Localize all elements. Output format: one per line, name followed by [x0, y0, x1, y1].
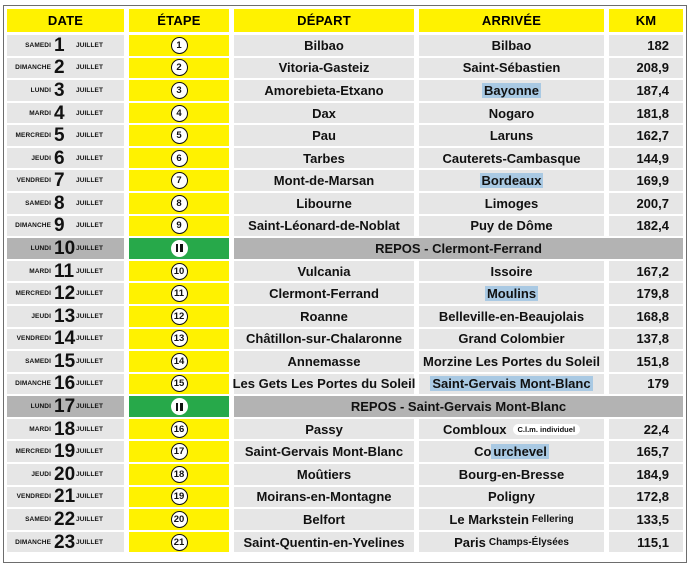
header-date: DATE [7, 9, 124, 32]
date-cell [7, 238, 124, 261]
month: JUILLET [76, 425, 104, 433]
month: JUILLET [76, 244, 104, 252]
arrivee-city: Le Markstein [449, 511, 529, 527]
weekday: JEUDI [31, 154, 51, 162]
arrivee-city: Grand Colombier [458, 331, 565, 347]
day-number: 18 [54, 418, 76, 440]
date-cell [7, 58, 124, 81]
stage-number-circle: 13 [171, 330, 188, 347]
arrivee-cell [419, 283, 604, 306]
stage-number-circle: 15 [171, 375, 188, 392]
time-trial-badge: C.l.m. individuel [513, 424, 581, 435]
weekday: SAMEDI [25, 199, 51, 207]
stage-cell [129, 103, 229, 126]
stage-cell [129, 441, 229, 464]
stage-number-circle: 4 [171, 105, 188, 122]
stage-cell [129, 532, 229, 555]
depart-city: Saint-Gervais Mont-Blanc [234, 441, 414, 464]
rest-day-cell [129, 396, 229, 419]
weekday: SAMEDI [25, 357, 51, 365]
arrivee-sublabel: Champs-Élysées [488, 536, 569, 548]
stage-cell [129, 464, 229, 487]
day-number: 21 [54, 486, 76, 508]
arrivee-city: Bordeaux [481, 173, 542, 189]
depart-city: Vitoria-Gasteiz [234, 58, 414, 81]
day-number: 6 [54, 147, 65, 169]
month: JUILLET [76, 448, 104, 456]
month: JUILLET [76, 267, 104, 275]
stage-cell [129, 216, 229, 239]
day-number: 9 [54, 215, 65, 237]
date-cell [7, 306, 124, 329]
arrivee-cell [419, 329, 604, 352]
weekday: MARDI [29, 109, 51, 117]
date-cell [7, 193, 124, 216]
distance-km: 115,1 [609, 532, 683, 555]
weekday: VENDREDI [16, 493, 51, 501]
arrivee-cell [419, 125, 604, 148]
depart-city: Saint-Léonard-de-Noblat [234, 216, 414, 239]
weekday: SAMEDI [25, 41, 51, 49]
distance-km: 208,9 [609, 58, 683, 81]
arrivee-city: Paris [454, 534, 486, 550]
arrivee-cell [419, 509, 604, 532]
stage-cell [129, 170, 229, 193]
depart-city: Bilbao [234, 35, 414, 58]
depart-city: Mont-de-Marsan [234, 170, 414, 193]
stage-cell [129, 80, 229, 103]
date-cell [7, 261, 124, 284]
month: JUILLET [76, 290, 104, 298]
arrivee-city: Bourg-en-Bresse [458, 466, 565, 482]
day-number: 22 [54, 508, 76, 530]
day-number: 16 [54, 373, 76, 395]
arrivee-cell [419, 374, 604, 397]
month: JUILLET [76, 64, 104, 72]
depart-city: Pau [234, 125, 414, 148]
day-number: 10 [54, 237, 76, 259]
day-number: 17 [54, 396, 76, 418]
stage-number-circle: 14 [171, 353, 188, 370]
stage-cell [129, 261, 229, 284]
arrivee-city: Bayonne [484, 82, 539, 98]
day-number: 23 [54, 531, 76, 553]
arrivee-city: Limoges [484, 195, 539, 211]
month: JUILLET [76, 380, 104, 388]
stage-number-circle: 2 [171, 59, 188, 76]
date-cell [7, 532, 124, 555]
stage-number-circle: 8 [171, 195, 188, 212]
day-number: 7 [54, 170, 65, 192]
day-number: 19 [54, 441, 76, 463]
stage-cell [129, 148, 229, 171]
arrivee-city: Saint-Gervais Mont-Blanc [432, 376, 591, 392]
month: JUILLET [76, 132, 104, 140]
rest-pause-icon [171, 240, 188, 257]
arrivee-city: Nogaro [488, 105, 535, 121]
distance-km: 182 [609, 35, 683, 58]
weekday: DIMANCHE [15, 64, 51, 72]
distance-km: 151,8 [609, 351, 683, 374]
weekday: JEUDI [31, 470, 51, 478]
arrivee-city: Belleville-en-Beaujolais [438, 308, 585, 324]
weekday: DIMANCHE [15, 222, 51, 230]
weekday: VENDREDI [16, 335, 51, 343]
day-number: 5 [54, 125, 65, 147]
distance-km: 22,4 [609, 419, 683, 442]
distance-km: 165,7 [609, 441, 683, 464]
day-number: 20 [54, 463, 76, 485]
stage-cell [129, 58, 229, 81]
distance-km: 179,8 [609, 283, 683, 306]
arrivee-city: Puy de Dôme [470, 218, 553, 234]
depart-city: Dax [234, 103, 414, 126]
stage-cell [129, 193, 229, 216]
month: JUILLET [76, 312, 104, 320]
distance-km: 172,8 [609, 487, 683, 510]
distance-km: 182,4 [609, 216, 683, 239]
date-cell [7, 396, 124, 419]
month: JUILLET [76, 515, 104, 523]
date-cell [7, 419, 124, 442]
distance-km: 200,7 [609, 193, 683, 216]
day-number: 15 [54, 350, 76, 372]
stage-cell [129, 125, 229, 148]
arrivee-cell [419, 261, 604, 284]
weekday: MERCREDI [15, 132, 51, 140]
stage-number-circle: 21 [171, 534, 188, 551]
arrivee-city: Saint-Sébastien [462, 60, 561, 76]
arrivee-cell [419, 103, 604, 126]
stage-cell [129, 35, 229, 58]
stage-cell [129, 283, 229, 306]
arrivee-city: Laruns [489, 128, 534, 144]
arrivee-cell [419, 58, 604, 81]
stage-number-circle: 18 [171, 466, 188, 483]
date-cell [7, 441, 124, 464]
stage-number-circle: 7 [171, 172, 188, 189]
arrivee-cell [419, 306, 604, 329]
stage-number-circle: 17 [171, 443, 188, 460]
depart-city: Libourne [234, 193, 414, 216]
day-number: 13 [54, 305, 76, 327]
day-number: 14 [54, 328, 76, 350]
date-cell [7, 487, 124, 510]
month: JUILLET [76, 199, 104, 207]
month: JUILLET [76, 538, 104, 546]
distance-km: 184,9 [609, 464, 683, 487]
rest-pause-icon [171, 398, 188, 415]
header-depart: DÉPART [234, 9, 414, 32]
month: JUILLET [76, 335, 104, 343]
rest-day-label: REPOS - Saint-Gervais Mont-Blanc [234, 396, 683, 419]
schedule-table [3, 5, 687, 563]
month: JUILLET [76, 470, 104, 478]
month: JUILLET [76, 403, 104, 411]
stage-number-circle: 19 [171, 488, 188, 505]
depart-city: Les Gets Les Portes du Soleil [234, 374, 414, 397]
distance-km: 162,7 [609, 125, 683, 148]
date-cell [7, 170, 124, 193]
arrivee-cell [419, 216, 604, 239]
stage-number-circle: 5 [171, 127, 188, 144]
month: JUILLET [76, 357, 104, 365]
arrivee-city: Combloux [442, 421, 507, 437]
stage-number-circle: 12 [171, 308, 188, 325]
date-cell [7, 125, 124, 148]
weekday: MERCREDI [15, 448, 51, 456]
arrivee-cell [419, 441, 604, 464]
depart-city: Moirans-en-Montagne [234, 487, 414, 510]
depart-city: Saint-Quentin-en-Yvelines [234, 532, 414, 555]
date-cell [7, 374, 124, 397]
arrivee-cell [419, 35, 604, 58]
depart-city: Tarbes [234, 148, 414, 171]
weekday: LUNDI [30, 86, 51, 94]
day-number: 1 [54, 34, 65, 56]
date-cell [7, 509, 124, 532]
stage-number-circle: 10 [171, 263, 188, 280]
arrivee-city: Issoire [490, 263, 533, 279]
arrivee-city: Moulins [486, 286, 537, 302]
day-number: 12 [54, 283, 76, 305]
depart-city: Vulcania [234, 261, 414, 284]
stage-number-circle: 11 [171, 285, 188, 302]
weekday: SAMEDI [25, 515, 51, 523]
weekday: DIMANCHE [15, 380, 51, 388]
distance-km: 167,2 [609, 261, 683, 284]
day-number: 2 [54, 57, 65, 79]
weekday: DIMANCHE [15, 538, 51, 546]
stage-number-circle: 1 [171, 37, 188, 54]
header-km: KM [609, 9, 683, 32]
rest-day-cell [129, 238, 229, 261]
distance-km: 144,9 [609, 148, 683, 171]
date-cell [7, 103, 124, 126]
weekday: JEUDI [31, 312, 51, 320]
stage-number-circle: 9 [171, 217, 188, 234]
arrivee-cell [419, 419, 604, 442]
day-number: 11 [54, 260, 75, 282]
arrivee-cell [419, 148, 604, 171]
distance-km: 169,9 [609, 170, 683, 193]
arrivee-cell [419, 170, 604, 193]
stage-cell [129, 306, 229, 329]
arrivee-cell [419, 351, 604, 374]
month: JUILLET [76, 222, 104, 230]
arrivee-cell [419, 532, 604, 555]
arrivee-cell [419, 80, 604, 103]
stage-cell [129, 351, 229, 374]
month: JUILLET [76, 41, 104, 49]
depart-city: Moûtiers [234, 464, 414, 487]
stage-cell [129, 419, 229, 442]
arrivee-cell [419, 193, 604, 216]
date-cell [7, 283, 124, 306]
date-cell [7, 80, 124, 103]
depart-city: Annemasse [234, 351, 414, 374]
arrivee-city: Cauterets-Cambasque [442, 150, 581, 166]
stage-cell [129, 329, 229, 352]
weekday: MARDI [29, 425, 51, 433]
stage-number-circle: 3 [171, 82, 188, 99]
distance-km: 181,8 [609, 103, 683, 126]
arrivee-city: Bilbao [491, 37, 532, 53]
date-cell [7, 216, 124, 239]
arrivee-cell [419, 487, 604, 510]
month: JUILLET [76, 493, 104, 501]
date-cell [7, 148, 124, 171]
distance-km: 133,5 [609, 509, 683, 532]
day-number: 4 [54, 102, 65, 124]
stage-number-circle: 20 [171, 511, 188, 528]
arrivee-cell [419, 464, 604, 487]
month: JUILLET [76, 154, 104, 162]
weekday: MERCREDI [15, 290, 51, 298]
depart-city: Roanne [234, 306, 414, 329]
month: JUILLET [76, 177, 104, 185]
arrivee-city: Co [474, 444, 492, 460]
day-number: 8 [54, 192, 65, 214]
distance-km: 168,8 [609, 306, 683, 329]
date-cell [7, 351, 124, 374]
weekday: MARDI [29, 267, 51, 275]
stage-cell [129, 374, 229, 397]
stage-cell [129, 487, 229, 510]
weekday: VENDREDI [16, 177, 51, 185]
header-arrivee: ARRIVÉE [419, 9, 604, 32]
arrivee-city: Poligny [488, 489, 535, 505]
depart-city: Clermont-Ferrand [234, 283, 414, 306]
depart-city: Châtillon-sur-Chalaronne [234, 329, 414, 352]
depart-city: Passy [234, 419, 414, 442]
rest-day-label: REPOS - Clermont-Ferrand [234, 238, 683, 261]
date-cell [7, 35, 124, 58]
month: JUILLET [76, 109, 104, 117]
schedule-grid [7, 9, 683, 554]
month: JUILLET [76, 86, 104, 94]
date-cell [7, 464, 124, 487]
distance-km: 137,8 [609, 329, 683, 352]
header-stage: ÉTAPE [129, 9, 229, 32]
depart-city: Amorebieta-Etxano [234, 80, 414, 103]
weekday: LUNDI [30, 403, 51, 411]
arrivee-city-highlight: urchevel [493, 444, 547, 460]
date-cell [7, 329, 124, 352]
distance-km: 187,4 [609, 80, 683, 103]
arrivee-sublabel: Fellering [531, 513, 574, 525]
depart-city: Belfort [234, 509, 414, 532]
stage-number-circle: 6 [171, 150, 188, 167]
stage-number-circle: 16 [171, 421, 188, 438]
weekday: LUNDI [30, 244, 51, 252]
day-number: 3 [54, 79, 65, 101]
distance-km: 179 [609, 374, 683, 397]
arrivee-city: Morzine Les Portes du Soleil [423, 353, 600, 369]
stage-cell [129, 509, 229, 532]
